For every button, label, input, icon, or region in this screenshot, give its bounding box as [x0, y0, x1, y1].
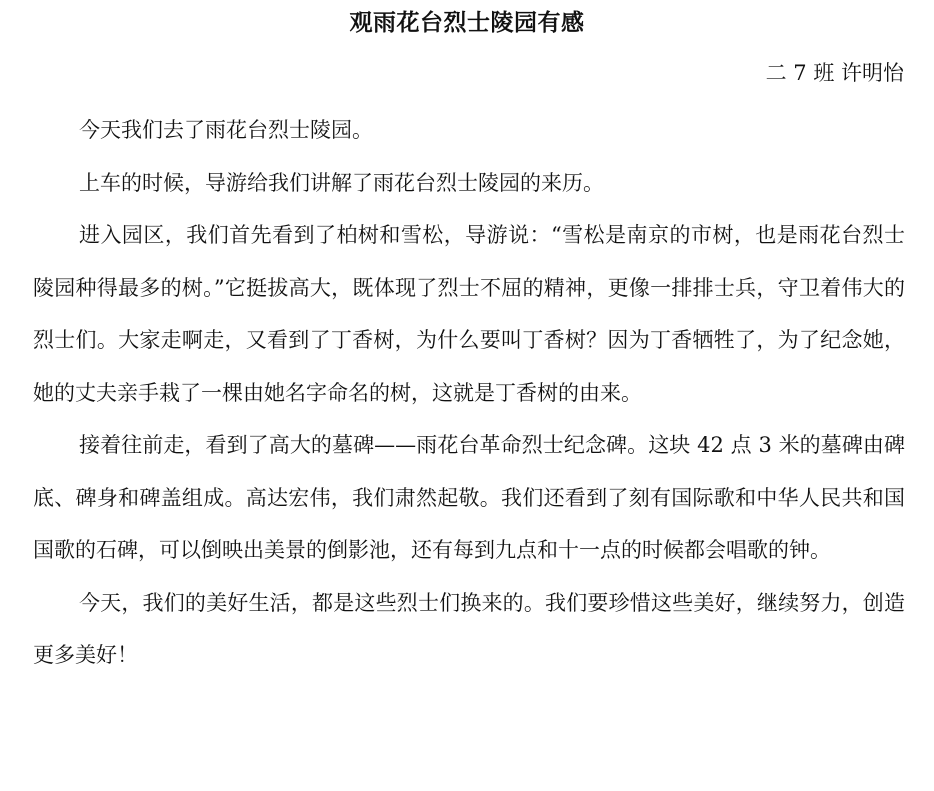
- paragraph-5: 今天，我们的美好生活，都是这些烈士们换来的。我们要珍惜这些美好，继续努力，创造更多美好！: [33, 590, 905, 667]
- essay-body: [33, 104, 905, 682]
- paragraph-3: 进入园区，我们首先看到了柏树和雪松，导游说：“雪松是南京的市树，也是雨花台烈士陵园种得最多的树。”它挺拔高大，既体现了烈士不屈的精神，更像一排排士兵，守卫着伟大的烈士们。大家走啊走，又看到了丁香树，为什么要叫丁香树？因为丁香牺牲了，为了纪念她，她的丈夫亲手栽了一棵由她名字命名的树，这就是丁香树的由来。: [33, 223, 905, 405]
- paragraph-2: 上车的时候，导游给我们讲解了雨花台烈士陵园的来历。: [79, 170, 604, 195]
- paragraph-1: 今天我们去了雨花台烈士陵园。: [79, 118, 373, 142]
- author-line: 二 7 班 许明怡: [765, 61, 904, 85]
- paragraph-4: 接着往前走，看到了高大的墓碑——雨花台革命烈士纪念碑。这块 42 点 3 米的墓碑由碑底、碑身和碑盖组成。高达宏伟，我们肃然起敬。我们还看到了刻有国际歌和中华人民共和国国歌的石碑，可以倒映出美景的倒影池，还有每到九点和十一点的时候都会唱歌的钟。: [33, 433, 905, 562]
- document-title: 观雨花台烈士陵园有感: [349, 9, 585, 36]
